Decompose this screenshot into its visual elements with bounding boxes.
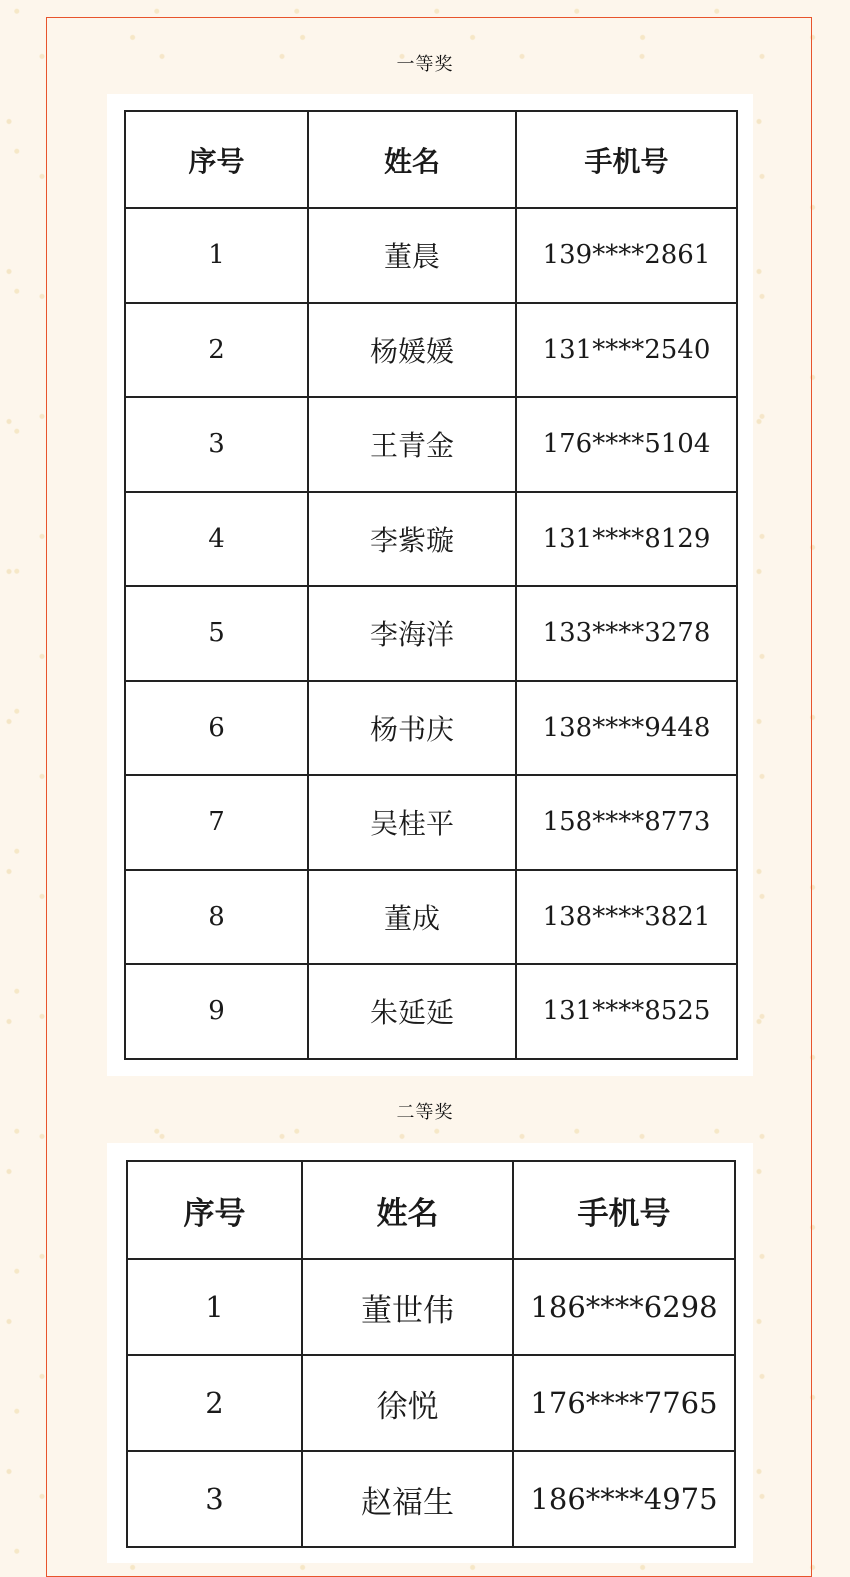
name-cell: 杨书庆 [308, 681, 516, 776]
second-prize-title: 二等奖 [396, 1102, 454, 1123]
table-header-row [127, 1161, 735, 1259]
name-cell: 王青金 [308, 397, 516, 492]
table-row [125, 492, 737, 587]
name-cell: 董成 [308, 870, 516, 965]
index-cell: 1 [125, 208, 308, 303]
phone-cell: 131****2540 [516, 303, 737, 398]
index-cell: 6 [125, 681, 308, 776]
phone-cell: 186****4975 [513, 1451, 735, 1547]
phone-cell: 138****9448 [516, 681, 737, 776]
table-row [125, 681, 737, 776]
first-prize-table [124, 110, 738, 1060]
header-col-name: 姓名 [302, 1161, 513, 1259]
table-row [125, 775, 737, 870]
table-row [125, 870, 737, 965]
index-cell: 3 [125, 397, 308, 492]
table-header-row [125, 111, 737, 208]
table-row [127, 1451, 735, 1547]
name-cell: 李紫璇 [308, 492, 516, 587]
name-cell: 赵福生 [302, 1451, 513, 1547]
table-row [127, 1259, 735, 1355]
name-cell: 董晨 [308, 208, 516, 303]
phone-cell: 133****3278 [516, 586, 737, 681]
phone-cell: 186****6298 [513, 1259, 735, 1355]
index-cell: 3 [127, 1451, 302, 1547]
header-col-index: 序号 [125, 111, 308, 208]
header-col-index: 序号 [127, 1161, 302, 1259]
table-row [125, 397, 737, 492]
name-cell: 李海洋 [308, 586, 516, 681]
name-cell: 董世伟 [302, 1259, 513, 1355]
index-cell: 4 [125, 492, 308, 587]
index-cell: 1 [127, 1259, 302, 1355]
index-cell: 2 [125, 303, 308, 398]
header-col-name: 姓名 [308, 111, 516, 208]
header-col-phone: 手机号 [513, 1161, 735, 1259]
second-prize-table [126, 1160, 736, 1548]
phone-cell: 138****3821 [516, 870, 737, 965]
table-row [125, 303, 737, 398]
phone-cell: 139****2861 [516, 208, 737, 303]
header-col-phone: 手机号 [516, 111, 737, 208]
phone-cell: 158****8773 [516, 775, 737, 870]
index-cell: 8 [125, 870, 308, 965]
phone-cell: 176****5104 [516, 397, 737, 492]
index-cell: 9 [125, 964, 308, 1059]
first-prize-title: 一等奖 [396, 54, 454, 75]
table-row [125, 586, 737, 681]
table-row [125, 964, 737, 1059]
name-cell: 杨媛媛 [308, 303, 516, 398]
index-cell: 7 [125, 775, 308, 870]
table-row [127, 1355, 735, 1451]
table-row [125, 208, 737, 303]
index-cell: 5 [125, 586, 308, 681]
phone-cell: 131****8525 [516, 964, 737, 1059]
phone-cell: 131****8129 [516, 492, 737, 587]
index-cell: 2 [127, 1355, 302, 1451]
name-cell: 吴桂平 [308, 775, 516, 870]
name-cell: 徐悦 [302, 1355, 513, 1451]
phone-cell: 176****7765 [513, 1355, 735, 1451]
name-cell: 朱延延 [308, 964, 516, 1059]
